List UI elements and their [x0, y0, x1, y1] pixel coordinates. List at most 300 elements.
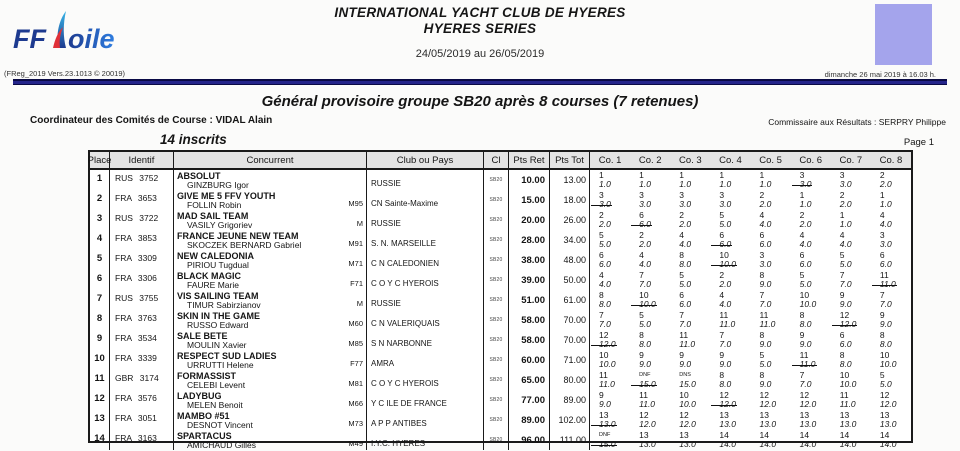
course-points-line: [719, 200, 750, 209]
course-rank: 4: [799, 230, 805, 240]
course-points: 12.0: [799, 399, 817, 410]
course-points: 8.0: [839, 359, 852, 370]
course-points-discarded: 15.0: [599, 439, 616, 450]
cell-concurrent: [174, 310, 367, 330]
cell-course-4: [710, 350, 750, 370]
course-rank: 9: [679, 350, 684, 360]
course-points-line: [679, 220, 710, 229]
cell-place: 9: [90, 330, 110, 350]
course-rank: 12: [679, 410, 689, 420]
ranking-title: Général provisoire groupe SB20 après 8 courses (7 retenues): [261, 93, 699, 110]
course-points-line: [639, 180, 670, 189]
course-points: 12.0: [679, 419, 696, 430]
table-row: [90, 250, 911, 270]
cell-course-4: [710, 430, 750, 450]
cell-course-2: [630, 170, 670, 190]
course-points: 2.0: [839, 199, 852, 210]
skipper-name: MELEN Benoit: [187, 400, 243, 410]
cell-class: SB20: [484, 410, 509, 430]
cell-course-8: [871, 210, 911, 230]
course-points-line: [840, 380, 871, 389]
cell-course-1: [590, 250, 630, 270]
cell-course-2: [630, 250, 670, 270]
course-points: 4.0: [839, 239, 852, 250]
course-points: 14.0: [759, 439, 777, 450]
course-points: 13.0: [879, 419, 897, 430]
cell-pts-ret: 96.00: [509, 430, 550, 450]
course-rank: 6: [799, 250, 805, 260]
cell-course-4: [710, 310, 750, 330]
cell-club: S N NARBONNE: [367, 330, 484, 350]
course-points-line: [599, 240, 630, 249]
boat-name: SALE BETE: [177, 331, 228, 341]
cell-pts-ret: 65.00: [509, 370, 550, 390]
cell-pts-ret: 10.00: [509, 170, 550, 190]
course-points: 7.0: [759, 299, 772, 310]
course-points: 7.0: [639, 279, 651, 290]
table-row: [90, 270, 911, 290]
course-points: 5.0: [799, 279, 812, 290]
course-points-line: [679, 320, 710, 329]
course-points-line: [599, 320, 630, 329]
corner-square: [875, 4, 932, 65]
cell-course-8: [871, 430, 911, 450]
cell-place: 7: [90, 290, 110, 310]
divider-bar: [13, 79, 947, 85]
cell-club: C N VALERIQUAIS: [367, 310, 484, 330]
cell-course-1: [590, 350, 630, 370]
course-points-discarded: 12.0: [839, 319, 857, 330]
cell-course-6: [791, 230, 831, 250]
cell-place: 5: [90, 250, 110, 270]
course-points-line: [880, 220, 911, 229]
course-points-line: [840, 420, 871, 429]
crew-category: M60: [348, 319, 363, 328]
cell-place: 13: [90, 410, 110, 430]
course-points-line: [800, 240, 831, 249]
course-points: 5.0: [759, 359, 772, 370]
skipper-name: CELEBI Levent: [187, 380, 246, 390]
col-header-course-8: Co. 8: [879, 154, 903, 166]
course-points: 4.0: [759, 219, 772, 230]
course-points: 13.0: [799, 419, 817, 430]
cell-course-4: [710, 290, 750, 310]
course-points: 7.0: [679, 319, 692, 330]
cell-course-7: [831, 230, 871, 250]
cell-concurrent: [174, 330, 367, 350]
col-header-pts-tot: Pts Tot: [550, 152, 590, 168]
course-points-line: [800, 320, 831, 329]
course-points-line: [880, 300, 911, 309]
cell-course-6: [791, 410, 831, 430]
course-rank: 5: [879, 370, 885, 380]
course-points-line: [800, 180, 831, 189]
course-rank: 13: [879, 410, 890, 420]
cell-course-7: [831, 170, 871, 190]
cell-identif: FRA 3309: [110, 250, 174, 270]
course-points: 2.0: [639, 239, 651, 250]
course-points-line: [679, 360, 710, 369]
course-points-line: [840, 180, 871, 189]
course-rank: 4: [759, 210, 765, 220]
course-points-line: [880, 340, 911, 349]
crew-category: F71: [350, 279, 363, 288]
cell-course-1: [590, 230, 630, 250]
skipper-name: TIMUR Sabirzianov: [187, 300, 261, 310]
cell-pts-tot: 111.00: [550, 430, 590, 450]
course-rank: 2: [839, 190, 845, 200]
course-points-line: [760, 280, 791, 289]
cell-course-8: [871, 290, 911, 310]
course-points-line: [800, 380, 831, 389]
cell-course-6: [791, 430, 831, 450]
course-rank: 7: [719, 330, 725, 340]
course-points-line: [639, 280, 670, 289]
cell-course-8: [871, 370, 911, 390]
course-points-line: [639, 360, 670, 369]
course-points: 14.0: [879, 439, 897, 450]
cell-class: SB20: [484, 310, 509, 330]
course-points: 2.0: [719, 279, 732, 290]
cell-course-6: [791, 290, 831, 310]
cell-club: RUSSIE: [367, 170, 484, 190]
course-points: 9.0: [839, 299, 852, 310]
cell-course-3: [670, 390, 710, 410]
cell-course-5: [751, 250, 791, 270]
boat-name: MAMBO #51: [177, 411, 230, 421]
table-row: [90, 230, 911, 250]
table-row: [90, 170, 911, 190]
skipper-name: MOULIN Xavier: [187, 340, 247, 350]
crew-category: M71: [348, 259, 363, 268]
course-rank: 5: [759, 350, 765, 360]
boat-name: FORMASSIST: [177, 371, 237, 381]
course-rank: 12: [759, 390, 769, 400]
course-points: 9.0: [759, 279, 772, 290]
course-points: 8.0: [599, 299, 611, 310]
course-points: 11.0: [719, 319, 736, 330]
cell-class: SB20: [484, 370, 509, 390]
cell-course-2: [630, 290, 670, 310]
page-number: Page 1: [903, 137, 934, 148]
commissaire-label: Commissaire aux Résultats : SERPRY Philippe: [768, 117, 946, 127]
course-rank: 7: [639, 270, 644, 280]
course-points: 10.0: [679, 399, 696, 410]
course-points-line: [599, 180, 630, 189]
cell-class: SB20: [484, 350, 509, 370]
course-rank: 3: [639, 190, 644, 200]
cell-course-4: [710, 270, 750, 290]
course-rank: 1: [839, 210, 845, 220]
course-rank: 6: [679, 290, 684, 300]
course-points-line: [800, 200, 831, 209]
cell-concurrent: [174, 430, 367, 450]
course-points: 7.0: [879, 299, 892, 310]
course-points: 1.0: [839, 219, 852, 230]
course-points-line: [760, 340, 791, 349]
boat-name: FRANCE JEUNE NEW TEAM: [177, 231, 299, 241]
course-rank: 11: [719, 310, 729, 320]
cell-club: S. N. MARSEILLE: [367, 230, 484, 250]
cell-course-4: [710, 170, 750, 190]
cell-pts-tot: 61.00: [550, 290, 590, 310]
cell-place: 10: [90, 350, 110, 370]
cell-course-6: [791, 310, 831, 330]
course-rank: 11: [639, 390, 648, 400]
cell-place: 2: [90, 190, 110, 210]
cell-course-4: [710, 250, 750, 270]
course-rank: 5: [599, 230, 604, 240]
course-points: 11.0: [759, 319, 776, 330]
course-points: 1.0: [599, 179, 611, 190]
course-rank: 5: [839, 250, 845, 260]
course-rank: 3: [879, 230, 885, 240]
col-header-course-5: Co. 5: [759, 154, 782, 166]
cell-concurrent: [174, 230, 367, 250]
cell-course-7: [831, 430, 871, 450]
course-points: 14.0: [799, 439, 817, 450]
skipper-name: VASILY Grigoriev: [187, 220, 253, 230]
boat-name: SPARTACUS: [177, 431, 232, 441]
table-row: [90, 410, 911, 430]
cell-course-2: [630, 210, 670, 230]
cell-course-7: [831, 330, 871, 350]
course-points: 3.0: [639, 199, 651, 210]
course-points-discarded: 6.0: [719, 239, 732, 250]
course-points: 4.0: [799, 239, 812, 250]
course-rank: 12: [599, 330, 609, 340]
course-rank: 10: [879, 350, 890, 360]
course-points: 9.0: [799, 339, 812, 350]
course-rank: 8: [759, 370, 765, 380]
course-points-line: [760, 400, 791, 409]
cell-place: 14: [90, 430, 110, 450]
course-rank: 3: [679, 190, 684, 200]
course-points: 6.0: [839, 339, 852, 350]
course-points-line: [719, 280, 750, 289]
boat-name: NEW CALEDONIA: [177, 251, 254, 261]
table-row: [90, 330, 911, 350]
course-points: 13.0: [759, 419, 777, 430]
cell-identif: FRA 3763: [110, 310, 174, 330]
cell-course-3: [670, 250, 710, 270]
course-rank: 3: [599, 190, 604, 200]
cell-pts-tot: 89.00: [550, 390, 590, 410]
course-points-line: [800, 400, 831, 409]
cell-course-5: [751, 410, 791, 430]
course-points: 12.0: [639, 419, 656, 430]
cell-pts-tot: 102.00: [550, 410, 590, 430]
col-header-course-4: Co. 4: [719, 154, 742, 166]
cell-class: SB20: [484, 170, 509, 190]
course-rank: 12: [639, 410, 649, 420]
cell-club: RUSSIE: [367, 290, 484, 310]
cell-course-8: [871, 250, 911, 270]
cell-club: I.Y.C. HYERES: [367, 430, 484, 450]
course-rank: 10: [719, 250, 729, 260]
cell-identif: FRA 3653: [110, 190, 174, 210]
course-points: 13.0: [679, 439, 696, 450]
course-points-line: [840, 200, 871, 209]
course-rank: 3: [839, 170, 845, 180]
cell-course-6: [791, 370, 831, 390]
course-rank: 8: [879, 330, 885, 340]
skipper-name: RUSSO Edward: [187, 320, 249, 330]
course-points-line: [639, 200, 670, 209]
course-points-line: [880, 360, 911, 369]
course-points-line: [880, 180, 911, 189]
boat-name: GIVE ME 5 FFV YOUTH: [177, 191, 276, 201]
course-points: 14.0: [839, 439, 857, 450]
course-rank: 1: [639, 170, 644, 180]
col-header-course-7: Co. 7: [839, 154, 863, 166]
course-points: 8.0: [639, 339, 651, 350]
cell-concurrent: [174, 250, 367, 270]
course-points-line: [639, 260, 670, 269]
cell-club: CN Sainte-Maxime: [367, 190, 484, 210]
crew-category: M: [356, 219, 363, 228]
cell-identif: GBR 3174: [110, 370, 174, 390]
course-points-line: [599, 280, 630, 289]
crew-category: M73: [348, 419, 363, 428]
course-rank: 11: [839, 390, 849, 400]
course-points-line: [719, 420, 750, 429]
cell-course-8: [871, 390, 911, 410]
cell-pts-ret: 15.00: [509, 190, 550, 210]
course-points-line: [840, 240, 871, 249]
course-rank: 2: [879, 170, 885, 180]
table-row: [90, 370, 911, 390]
cell-course-6: [791, 270, 831, 290]
cell-course-5: [751, 390, 791, 410]
course-points: 10.0: [879, 359, 897, 370]
cell-course-5: [751, 350, 791, 370]
course-points-line: [639, 240, 670, 249]
course-rank: 8: [719, 370, 725, 380]
course-points: 3.0: [839, 179, 852, 190]
course-rank: 3: [759, 250, 765, 260]
cell-place: 12: [90, 390, 110, 410]
cell-course-3: [670, 410, 710, 430]
cell-class: SB20: [484, 230, 509, 250]
cell-course-7: [831, 270, 871, 290]
cell-pts-tot: 13.00: [550, 170, 590, 190]
course-points: 10.0: [839, 379, 857, 390]
cell-course-1: [590, 210, 630, 230]
boat-name: MAD SAIL TEAM: [177, 211, 249, 221]
course-points-discarded: 3.0: [799, 179, 812, 190]
crew-category: M49: [348, 439, 363, 448]
course-rank: 10: [839, 370, 850, 380]
cell-club: C O Y C HYEROIS: [367, 370, 484, 390]
cell-identif: FRA 3306: [110, 270, 174, 290]
course-rank: 5: [679, 270, 684, 280]
course-points-line: [679, 440, 710, 449]
cell-class: SB20: [484, 210, 509, 230]
cell-course-7: [831, 290, 871, 310]
cell-course-2: [630, 370, 670, 390]
cell-course-2: [630, 410, 670, 430]
cell-course-1: [590, 170, 630, 190]
crew-category: M81: [348, 379, 363, 388]
course-points: 3.0: [679, 199, 692, 210]
course-points-line: [639, 340, 670, 349]
cell-course-3: [670, 210, 710, 230]
course-rank: 12: [879, 390, 890, 400]
course-points-discarded: 13.0: [599, 419, 616, 430]
cell-course-5: [751, 210, 791, 230]
course-rank: 9: [639, 350, 644, 360]
course-points-line: [719, 360, 750, 369]
course-rank: 8: [759, 330, 765, 340]
course-points-line: [800, 280, 831, 289]
cell-course-7: [831, 350, 871, 370]
cell-course-7: [831, 410, 871, 430]
cell-course-3: [670, 230, 710, 250]
course-points: 4.0: [599, 279, 611, 290]
course-rank: 6: [839, 330, 845, 340]
cell-identif: FRA 3051: [110, 410, 174, 430]
course-points: 9.0: [759, 379, 772, 390]
course-rank: 7: [879, 290, 885, 300]
course-points: 12.0: [759, 399, 777, 410]
course-points: 5.0: [599, 239, 611, 250]
course-points-discarded: 12.0: [599, 339, 616, 350]
course-points: 13.0: [839, 419, 857, 430]
cell-course-6: [791, 190, 831, 210]
course-points-line: [679, 380, 710, 389]
cell-identif: FRA 3163: [110, 430, 174, 450]
cell-course-3: [670, 290, 710, 310]
course-points-line: [679, 420, 710, 429]
cell-pts-ret: 38.00: [509, 250, 550, 270]
cell-pts-tot: 70.00: [550, 310, 590, 330]
course-points: 6.0: [679, 299, 692, 310]
course-points-line: [639, 300, 670, 309]
cell-course-5: [751, 230, 791, 250]
cell-identif: FRA 3853: [110, 230, 174, 250]
course-points: 9.0: [679, 359, 692, 370]
cell-pts-ret: 20.00: [509, 210, 550, 230]
course-rank: 2: [719, 270, 725, 280]
course-points: 3.0: [719, 199, 732, 210]
cell-pts-ret: 39.00: [509, 270, 550, 290]
course-points-line: [800, 340, 831, 349]
crew-category: M95: [348, 199, 363, 208]
course-points-line: [800, 260, 831, 269]
course-points-line: [880, 440, 911, 449]
cell-course-5: [751, 370, 791, 390]
course-points: 4.0: [639, 259, 651, 270]
cell-course-7: [831, 310, 871, 330]
boat-name: LADYBUG: [177, 391, 222, 401]
cell-course-8: [871, 170, 911, 190]
course-points: 2.0: [759, 199, 772, 210]
course-points: 1.0: [799, 199, 812, 210]
cell-place: 1: [90, 170, 110, 190]
cell-club: C N CALEDONIEN: [367, 250, 484, 270]
course-rank: 2: [599, 210, 604, 220]
course-points-line: [760, 420, 791, 429]
course-points: 8.0: [879, 339, 892, 350]
cell-course-5: [751, 330, 791, 350]
cell-course-1: [590, 430, 630, 450]
cell-pts-ret: 51.00: [509, 290, 550, 310]
course-points-discarded: 11.0: [799, 359, 816, 370]
course-points-line: [760, 240, 791, 249]
cell-club: RUSSIE: [367, 210, 484, 230]
boat-name: VIS SAILING TEAM: [177, 291, 259, 301]
